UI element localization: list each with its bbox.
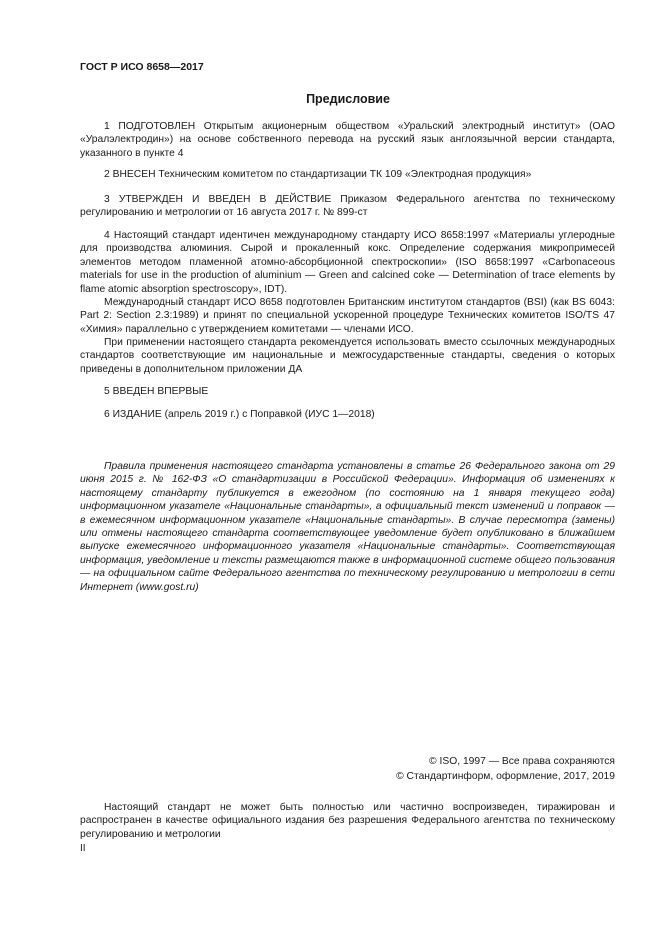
paragraph-1: 1 ПОДГОТОВЛЕН Открытым акционерным обществом «Уральский электродный институт» (ОАО «Уралэлектродин») на основе собственного перевода на русский язык англоязычной версии стандарта, указанного в пункте 4 [80,121,615,159]
copyright-standartinform: © Стандартинформ, оформление, 2017, 2019 [396,771,615,782]
paragraph-3: 3 УТВЕРЖДЕН И ВВЕДЕН В ДЕЙСТВИЕ Приказом Федерального агентства по техническому регулированию и метрологии от 16 августа 2017 г. № 899-ст [80,194,615,219]
paragraph-international: Международный стандарт ИСО 8658 подготовлен Британским институтом стандартов (BSI) (как BS 6043: Part 2: Section 2.3:1989) и принят по специальной ускоренной процедуре Технических комитетов ISO/TS 47 «Химия» параллельно с утверждением комитетами — членами ИСО. [80,297,615,335]
paragraph-6: 6 ИЗДАНИЕ (апрель 2019 г.) с Поправкой (ИУС 1—2018) [104,409,375,420]
page-number: II [80,843,86,854]
document-code: ГОСТ Р ИСО 8658—2017 [80,61,204,73]
copyright-iso: © ISO, 1997 — Все права сохраняются [429,756,615,767]
paragraph-5: 5 ВВЕДЕН ВПЕРВЫЕ [104,386,209,397]
paragraph-2: 2 ВНЕСЕН Техническим комитетом по стандартизации ТК 109 «Электродная продукция» [104,169,532,180]
reproduction-notice: Настоящий стандарт не может быть полностью или частично воспроизведен, тиражирован и распространен в качестве официального издания без разрешения Федерального агентства по техническому регулированию и метрологии [80,802,615,840]
notice-block: Правила применения настоящего стандарта установлены в статье 26 Федерального закона от 29 июня 2015 г. № 162-ФЗ «О стандартизации в Российской Федерации». Информация об изменениях к настоящему стандарту публикуется в ежегодном (по состоянию на 1 января текущего года) информационном указателе «Национальные стандарты», а официальный текст изменений и поправок — в ежемесячном информационном указателе «Национальные стандарты». В случае пересмотра (замены) или отмены настоящего стандарта соответствующее уведомление будет опубликовано в ближайшем выпуске ежемесячного информационного указателя «Национальные стандарты». Соответствующая информация, уведомление и тексты размещаются также в информационной системе общего пользования — на официальном сайте Федерального агентства по техническому регулированию и метрологии в сети Интернет (www.gost.ru) [80,461,615,593]
page-title: Предисловие [306,92,390,106]
paragraph-application: При применении настоящего стандарта рекомендуется использовать вместо ссылочных международных стандартов соответствующие им национальные и межгосударственные стандарты, сведения о которых приведены в дополнительном приложении ДА [80,337,615,375]
paragraph-4: 4 Настоящий стандарт идентичен международному стандарту ИСО 8658:1997 «Материалы углеродные для производства алюминия. Сырой и прокаленный кокс. Определение содержания микропримесей элементов методом пламенной атомно-абсорбционной спектроскопии» (ISO 8658:1997 «Carbonaceous materials for use in the production of aluminium — Green and calcined coke — Determination of trace elements by flame atomic absorption spectroscopy», IDT). [80,230,615,295]
